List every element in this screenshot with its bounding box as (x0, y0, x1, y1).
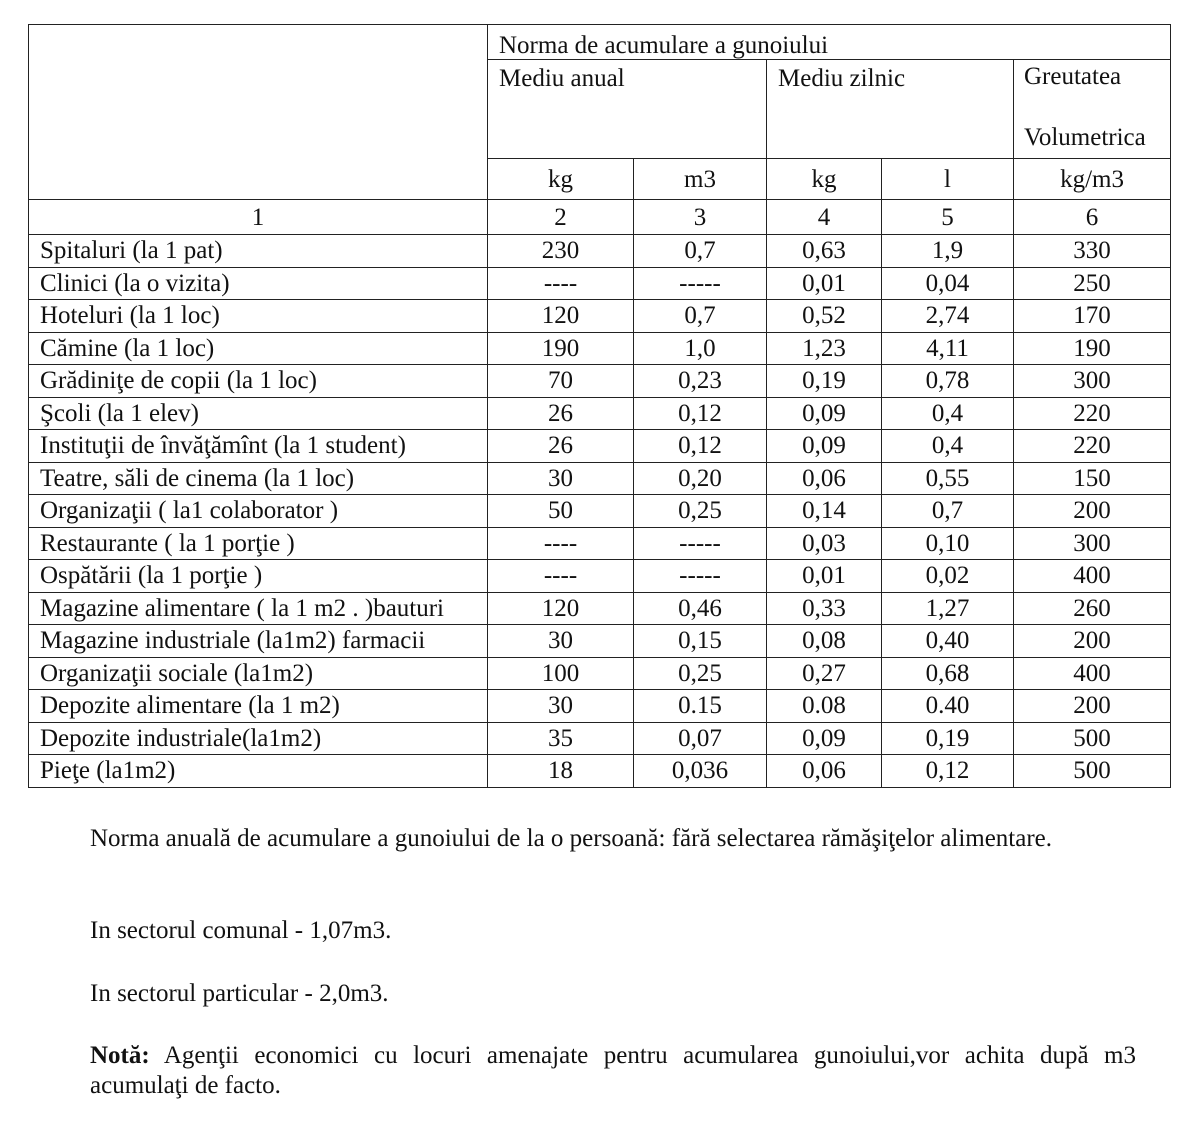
cell-l-day: 0,7 (882, 495, 1014, 528)
cell-m3-year: ----- (634, 267, 767, 300)
cell-kg-day: 0,19 (767, 365, 882, 398)
cell-m3-year: 0,25 (634, 495, 767, 528)
cell-kg-day: 0,01 (767, 560, 882, 593)
row-label: Pieţe (la1m2) (29, 755, 488, 788)
table-row (29, 690, 1171, 723)
column-index-4: 4 (767, 200, 882, 235)
cell-kg-year: 30 (488, 462, 634, 495)
unit-l-day: l (882, 159, 1014, 200)
cell-m3-year: 0,25 (634, 657, 767, 690)
cell-kg-year: 230 (488, 235, 634, 268)
table-row (29, 365, 1171, 398)
cell-l-day: 0,55 (882, 462, 1014, 495)
table-row (29, 625, 1171, 658)
cell-m3-year: ----- (634, 560, 767, 593)
cell-kg-year: 100 (488, 657, 634, 690)
table-row (29, 300, 1171, 333)
cell-l-day: 0,10 (882, 527, 1014, 560)
cell-kg-day: 1,23 (767, 332, 882, 365)
cell-density: 500 (1014, 722, 1171, 755)
cell-kg-day: 0,06 (767, 462, 882, 495)
cell-kg-year: 18 (488, 755, 634, 788)
table-row (29, 755, 1171, 788)
column-index-2: 2 (488, 200, 634, 235)
row-label: Organizaţii sociale (la1m2) (29, 657, 488, 690)
cell-kg-year: 26 (488, 430, 634, 463)
row-label: Cămine (la 1 loc) (29, 332, 488, 365)
cell-density: 190 (1014, 332, 1171, 365)
cell-kg-year: 120 (488, 300, 634, 333)
cell-m3-year: 0,7 (634, 300, 767, 333)
communal-sector-paragraph: In sectorul comunal - 1,07m3. (90, 917, 392, 944)
cell-density: 260 (1014, 592, 1171, 625)
unit-kg-year: kg (488, 159, 634, 200)
note-text: Agenţii economici cu locuri amenajate pentru acumularea gunoiului,vor achita după m3 acumulaţi de facto. (90, 1042, 1136, 1099)
cell-kg-day: 0,06 (767, 755, 882, 788)
row-label: Grădiniţe de copii (la 1 loc) (29, 365, 488, 398)
cell-kg-year: ---- (488, 527, 634, 560)
cell-kg-year: 26 (488, 397, 634, 430)
table-row (29, 722, 1171, 755)
cell-kg-day: 0,52 (767, 300, 882, 333)
cell-m3-year: 0,15 (634, 625, 767, 658)
note-label: Notă: (90, 1042, 150, 1069)
cell-l-day: 0,4 (882, 397, 1014, 430)
cell-l-day: 0,78 (882, 365, 1014, 398)
cell-l-day: 4,11 (882, 332, 1014, 365)
cell-l-day: 0,04 (882, 267, 1014, 300)
cell-kg-day: 0,09 (767, 430, 882, 463)
cell-kg-day: 0,09 (767, 397, 882, 430)
column-index-5: 5 (882, 200, 1014, 235)
row-label: Magazine alimentare ( la 1 m2 . )bauturi (29, 592, 488, 625)
header-density-line2: Volumetrica (1024, 124, 1146, 151)
table-row (29, 462, 1171, 495)
table-row (29, 267, 1171, 300)
cell-l-day: 0,12 (882, 755, 1014, 788)
cell-density: 170 (1014, 300, 1171, 333)
column-index-1: 1 (29, 200, 488, 235)
cell-kg-year: 50 (488, 495, 634, 528)
annual-norm-paragraph: Norma anuală de acumulare a gunoiului de la o persoană: fără selectarea rămăşiţelor alimentare. (90, 825, 1053, 852)
table-row (29, 397, 1171, 430)
cell-density: 250 (1014, 267, 1171, 300)
header-daily-cell (767, 60, 1014, 159)
header-annual-label: Mediu anual (499, 65, 625, 92)
cell-kg-year: 70 (488, 365, 634, 398)
cell-density: 200 (1014, 495, 1171, 528)
cell-kg-year: 30 (488, 690, 634, 723)
row-label: Şcoli (la 1 elev) (29, 397, 488, 430)
cell-kg-year: 120 (488, 592, 634, 625)
table-row (29, 527, 1171, 560)
cell-density: 400 (1014, 560, 1171, 593)
cell-l-day: 0,68 (882, 657, 1014, 690)
cell-l-day: 0,19 (882, 722, 1014, 755)
cell-kg-year: 30 (488, 625, 634, 658)
header-density-line1: Greutatea (1024, 63, 1122, 90)
cell-m3-year: 0.15 (634, 690, 767, 723)
cell-kg-day: 0,09 (767, 722, 882, 755)
cell-density: 220 (1014, 397, 1171, 430)
cell-m3-year: 1,0 (634, 332, 767, 365)
cell-m3-year: 0,7 (634, 235, 767, 268)
column-index-6: 6 (1014, 200, 1171, 235)
row-label: Depozite industriale(la1m2) (29, 722, 488, 755)
cell-l-day: 0.40 (882, 690, 1014, 723)
header-annual-cell (488, 60, 767, 159)
cell-m3-year: ----- (634, 527, 767, 560)
cell-density: 300 (1014, 365, 1171, 398)
table-row (29, 592, 1171, 625)
note-paragraph (90, 1041, 1136, 1101)
cell-l-day: 0,40 (882, 625, 1014, 658)
cell-kg-day: 0,14 (767, 495, 882, 528)
cell-kg-day: 0,08 (767, 625, 882, 658)
unit-kg-day: kg (767, 159, 882, 200)
cell-m3-year: 0,12 (634, 397, 767, 430)
cell-m3-year: 0,20 (634, 462, 767, 495)
cell-m3-year: 0,036 (634, 755, 767, 788)
header-group-cell (488, 25, 1171, 60)
row-label: Organizaţii ( la1 colaborator ) (29, 495, 488, 528)
unit-density: kg/m3 (1014, 159, 1171, 200)
cell-m3-year: 0,23 (634, 365, 767, 398)
row-label: Instituţii de învăţămînt (la 1 student) (29, 430, 488, 463)
cell-density: 220 (1014, 430, 1171, 463)
cell-l-day: 0,4 (882, 430, 1014, 463)
table-row (29, 657, 1171, 690)
cell-kg-year: ---- (488, 560, 634, 593)
cell-density: 400 (1014, 657, 1171, 690)
cell-kg-day: 0,33 (767, 592, 882, 625)
row-label: Teatre, săli de cinema (la 1 loc) (29, 462, 488, 495)
cell-density: 200 (1014, 690, 1171, 723)
row-label: Ospătării (la 1 porţie ) (29, 560, 488, 593)
row-label: Magazine industriale (la1m2) farmacii (29, 625, 488, 658)
private-sector-paragraph: In sectorul particular - 2,0m3. (90, 980, 389, 1007)
header-density-cell (1014, 60, 1171, 159)
table-row (29, 235, 1171, 268)
cell-density: 200 (1014, 625, 1171, 658)
cell-l-day: 0,02 (882, 560, 1014, 593)
header-daily-label: Mediu zilnic (778, 65, 906, 92)
empty-header-cell (29, 25, 488, 200)
cell-l-day: 2,74 (882, 300, 1014, 333)
cell-kg-day: 0.08 (767, 690, 882, 723)
cell-kg-day: 0,01 (767, 267, 882, 300)
table-row (29, 430, 1171, 463)
cell-l-day: 1,9 (882, 235, 1014, 268)
cell-density: 500 (1014, 755, 1171, 788)
table-row (29, 560, 1171, 593)
header-group-label: Norma de acumulare a gunoiului (499, 31, 829, 59)
row-label: Spitaluri (la 1 pat) (29, 235, 488, 268)
cell-density: 150 (1014, 462, 1171, 495)
column-index-3: 3 (634, 200, 767, 235)
cell-density: 300 (1014, 527, 1171, 560)
cell-kg-year: 190 (488, 332, 634, 365)
cell-m3-year: 0,12 (634, 430, 767, 463)
cell-kg-year: ---- (488, 267, 634, 300)
waste-norm-table (28, 24, 1171, 788)
row-label: Restaurante ( la 1 porţie ) (29, 527, 488, 560)
cell-m3-year: 0,46 (634, 592, 767, 625)
table-row (29, 332, 1171, 365)
cell-density: 330 (1014, 235, 1171, 268)
cell-kg-day: 0,27 (767, 657, 882, 690)
cell-kg-year: 35 (488, 722, 634, 755)
cell-kg-day: 0,63 (767, 235, 882, 268)
table-row (29, 495, 1171, 528)
cell-kg-day: 0,03 (767, 527, 882, 560)
row-label: Hoteluri (la 1 loc) (29, 300, 488, 333)
cell-m3-year: 0,07 (634, 722, 767, 755)
cell-l-day: 1,27 (882, 592, 1014, 625)
row-label: Depozite alimentare (la 1 m2) (29, 690, 488, 723)
unit-m3-year: m3 (634, 159, 767, 200)
row-label: Clinici (la o vizita) (29, 267, 488, 300)
